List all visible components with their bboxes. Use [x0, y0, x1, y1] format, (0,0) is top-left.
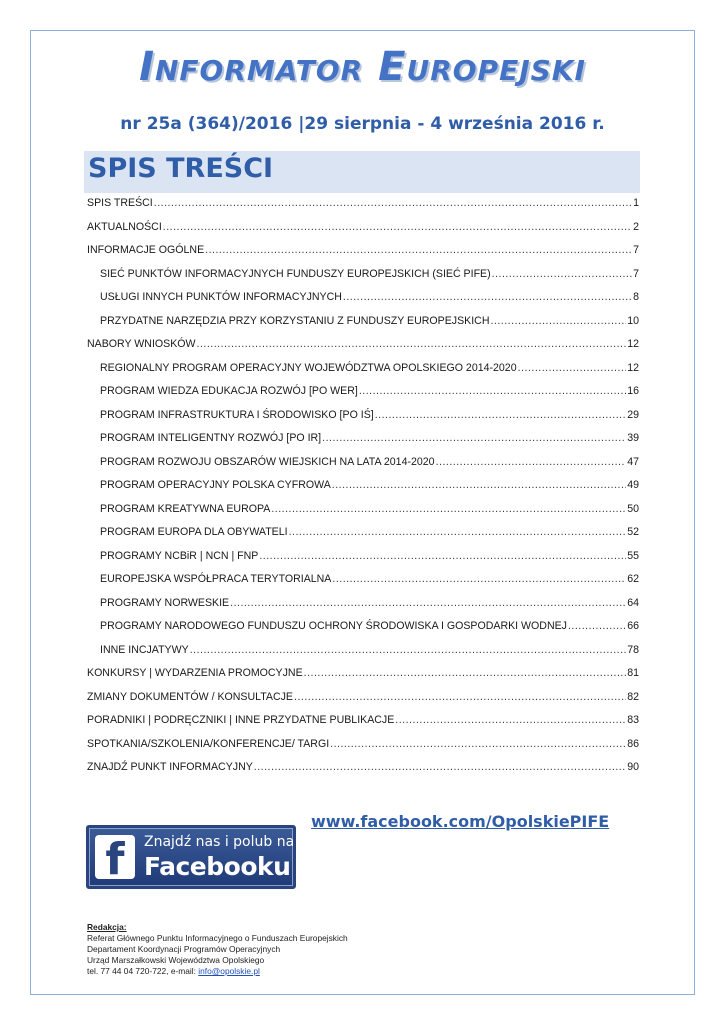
- toc-entry-label: PROGRAM WIEDZA EDUKACJA ROZWÓJ [PO WER]: [100, 385, 358, 397]
- toc-entry[interactable]: [87, 686, 639, 710]
- facebook-badge[interactable]: [86, 825, 296, 889]
- toc-leader-dots: [436, 451, 627, 475]
- toc-entry-label: PROGRAM OPERACYJNY POLSKA CYFROWA: [100, 479, 331, 491]
- toc-entry[interactable]: [87, 756, 639, 780]
- toc-entry-page: 78: [627, 643, 639, 656]
- toc-entry-page: 83: [627, 714, 639, 726]
- editorial-heading: Redakcja:: [87, 922, 127, 932]
- facebook-icon: f: [95, 835, 135, 879]
- editorial-line: Referat Głównego Punktu Informacyjnego o Funduszach Europejskich: [87, 933, 348, 943]
- toc-leader-dots: [154, 192, 632, 216]
- toc-leader-dots: [304, 662, 627, 686]
- toc-entry-label: AKTUALNOŚCI: [87, 220, 162, 233]
- toc-entry-page: 29: [627, 408, 639, 421]
- toc-heading: SPIS TREŚCI: [84, 151, 640, 193]
- contact-text: tel. 77 44 04 720-722, e-mail:: [87, 966, 199, 976]
- toc-entry-page: 62: [627, 573, 639, 585]
- toc-entry[interactable]: [87, 192, 639, 216]
- toc-entry-page: 47: [627, 455, 639, 468]
- toc-entry[interactable]: [87, 545, 639, 569]
- toc-entry-label: PORADNIKI | PODRĘCZNIKI | INNE PRZYDATNE PUBLIKACJE: [87, 714, 395, 726]
- toc-leader-dots: [332, 474, 626, 498]
- toc-entry[interactable]: [87, 568, 639, 592]
- toc-leader-dots: [375, 404, 627, 428]
- toc-entry[interactable]: [87, 662, 639, 686]
- toc-leader-dots: [205, 239, 632, 263]
- toc-entry-label: KONKURSY | WYDARZENIA PROMOCYJNE: [87, 667, 303, 679]
- toc-leader-dots: [332, 568, 626, 592]
- toc-entry[interactable]: [87, 216, 639, 240]
- toc-entry-label: INFORMACJE OGÓLNE: [87, 244, 205, 256]
- toc-entry[interactable]: [87, 709, 639, 733]
- toc-entry-label: PROGRAM INFRASTRUKTURA I ŚRODOWISKO [PO IŚ]: [100, 408, 374, 421]
- toc-entry[interactable]: [87, 404, 639, 428]
- toc-entry-label: SPOTKANIA/SZKOLENIA/KONFERENCJE/ TARGI: [87, 737, 330, 750]
- toc-entry-page: 86: [627, 737, 639, 750]
- toc-entry[interactable]: [87, 474, 639, 498]
- toc-entry[interactable]: [87, 239, 639, 263]
- toc-entry-page: 66: [627, 620, 639, 632]
- toc-entry[interactable]: [87, 498, 639, 522]
- toc-entry-page: 12: [627, 338, 639, 350]
- toc-entry-page: 7: [633, 267, 639, 280]
- toc-leader-dots: [492, 263, 632, 287]
- toc-entry[interactable]: [87, 521, 639, 545]
- toc-entry[interactable]: [87, 592, 639, 616]
- editorial-contact: [87, 966, 348, 977]
- editorial-line: Departament Koordynacji Programów Operacyjnych: [87, 944, 281, 954]
- toc-leader-dots: [190, 639, 627, 663]
- toc-entry-label: PROGRAM ROZWOJU OBSZARÓW WIEJSKICH NA LATA 2014-2020: [100, 455, 435, 468]
- facebook-link[interactable]: www.facebook.com/OpolskiePIFE: [311, 812, 610, 831]
- toc-leader-dots: [259, 545, 626, 569]
- toc-entry-label: PROGRAMY NARODOWEGO FUNDUSZU OCHRONY ŚRODOWISKA I GOSPODARKI WODNEJ: [100, 620, 567, 632]
- facebook-badge-line2: Facebooku: [144, 852, 291, 881]
- editorial-line: Urząd Marszałkowski Województwa Opolskiego: [87, 955, 265, 965]
- toc-leader-dots: [568, 615, 626, 639]
- toc-leader-dots: [322, 427, 626, 451]
- toc-entry[interactable]: [87, 357, 639, 381]
- toc-entry-label: USŁUGI INNYCH PUNKTÓW INFORMACYJNYCH: [100, 291, 342, 303]
- email-link[interactable]: info@opolskie.pl: [198, 966, 260, 976]
- toc-entry-page: 7: [633, 244, 639, 256]
- toc-leader-dots: [254, 756, 626, 780]
- toc-entry-page: 39: [627, 432, 639, 444]
- toc-entry[interactable]: [87, 733, 639, 757]
- toc-leader-dots: [343, 286, 632, 310]
- toc-leader-dots: [330, 733, 626, 757]
- toc-entry-label: EUROPEJSKA WSPÓŁPRACA TERYTORIALNA: [100, 573, 332, 585]
- toc-entry[interactable]: [87, 380, 639, 404]
- toc-entry[interactable]: [87, 451, 639, 475]
- toc-leader-dots: [197, 333, 627, 357]
- toc-entry[interactable]: [87, 286, 639, 310]
- toc-entry-page: 50: [627, 502, 639, 515]
- toc-leader-dots: [359, 380, 626, 404]
- table-of-contents: [87, 192, 639, 780]
- editorial-info: [87, 922, 348, 977]
- toc-entry-page: 55: [627, 549, 639, 562]
- toc-entry[interactable]: [87, 427, 639, 451]
- toc-entry-label: NABORY WNIOSKÓW: [87, 338, 196, 350]
- toc-leader-dots: [289, 521, 627, 545]
- toc-entry-page: 12: [627, 361, 639, 374]
- toc-entry-page: 49: [627, 479, 639, 491]
- toc-entry-page: 52: [627, 526, 639, 538]
- toc-entry[interactable]: [87, 263, 639, 287]
- toc-leader-dots: [518, 357, 627, 381]
- toc-entry-page: 64: [627, 596, 639, 609]
- toc-entry-page: 16: [627, 385, 639, 397]
- toc-entry-label: PROGRAM EUROPA DLA OBYWATELI: [100, 526, 288, 538]
- toc-entry-label: ZMIANY DOKUMENTÓW / KONSULTACJE: [87, 690, 294, 703]
- toc-entry-label: PROGRAMY NORWESKIE: [100, 596, 230, 609]
- toc-entry-page: 81: [627, 667, 639, 679]
- toc-leader-dots: [271, 498, 626, 522]
- facebook-badge-line1: Znajdź nas i polub na: [144, 834, 295, 850]
- toc-entry-label: SPIS TREŚCI: [87, 197, 153, 209]
- toc-entry-page: 82: [627, 690, 639, 703]
- toc-entry-label: REGIONALNY PROGRAM OPERACYJNY WOJEWÓDZTWA OPOLSKIEGO 2014-2020: [100, 361, 517, 374]
- toc-entry-label: PROGRAM INTELIGENTNY ROZWÓJ [PO IR]: [100, 432, 322, 444]
- toc-entry-page: 10: [627, 314, 639, 327]
- toc-entry-label: PROGRAM KREATYWNA EUROPA: [100, 502, 271, 515]
- toc-entry-page: 1: [633, 197, 639, 209]
- toc-leader-dots: [294, 686, 626, 710]
- toc-entry-page: 90: [627, 761, 639, 773]
- toc-entry-label: PRZYDATNE NARZĘDZIA PRZY KORZYSTANIU Z FUNDUSZY EUROPEJSKICH: [100, 314, 490, 327]
- toc-entry[interactable]: [87, 639, 639, 663]
- toc-entry-page: 2: [633, 220, 639, 233]
- toc-leader-dots: [230, 592, 626, 616]
- toc-leader-dots: [395, 709, 626, 733]
- toc-entry-page: 8: [633, 291, 639, 303]
- newsletter-title: Informator Europejski: [139, 44, 586, 90]
- toc-entry[interactable]: [87, 615, 639, 639]
- toc-leader-dots: [490, 310, 626, 334]
- toc-leader-dots: [163, 216, 632, 240]
- toc-entry-label: INNE INCJATYWY: [100, 643, 189, 656]
- toc-entry[interactable]: [87, 310, 639, 334]
- toc-entry[interactable]: [87, 333, 639, 357]
- issue-info: nr 25a (364)/2016 |29 sierpnia - 4 września 2016 r.: [120, 114, 605, 134]
- toc-entry-label: SIEĆ PUNKTÓW INFORMACYJNYCH FUNDUSZY EUROPEJSKICH (SIEĆ PIFE): [100, 267, 491, 280]
- toc-entry-label: ZNAJDŹ PUNKT INFORMACYJNY: [87, 761, 253, 773]
- toc-entry-label: PROGRAMY NCBiR | NCN | FNP: [100, 549, 259, 562]
